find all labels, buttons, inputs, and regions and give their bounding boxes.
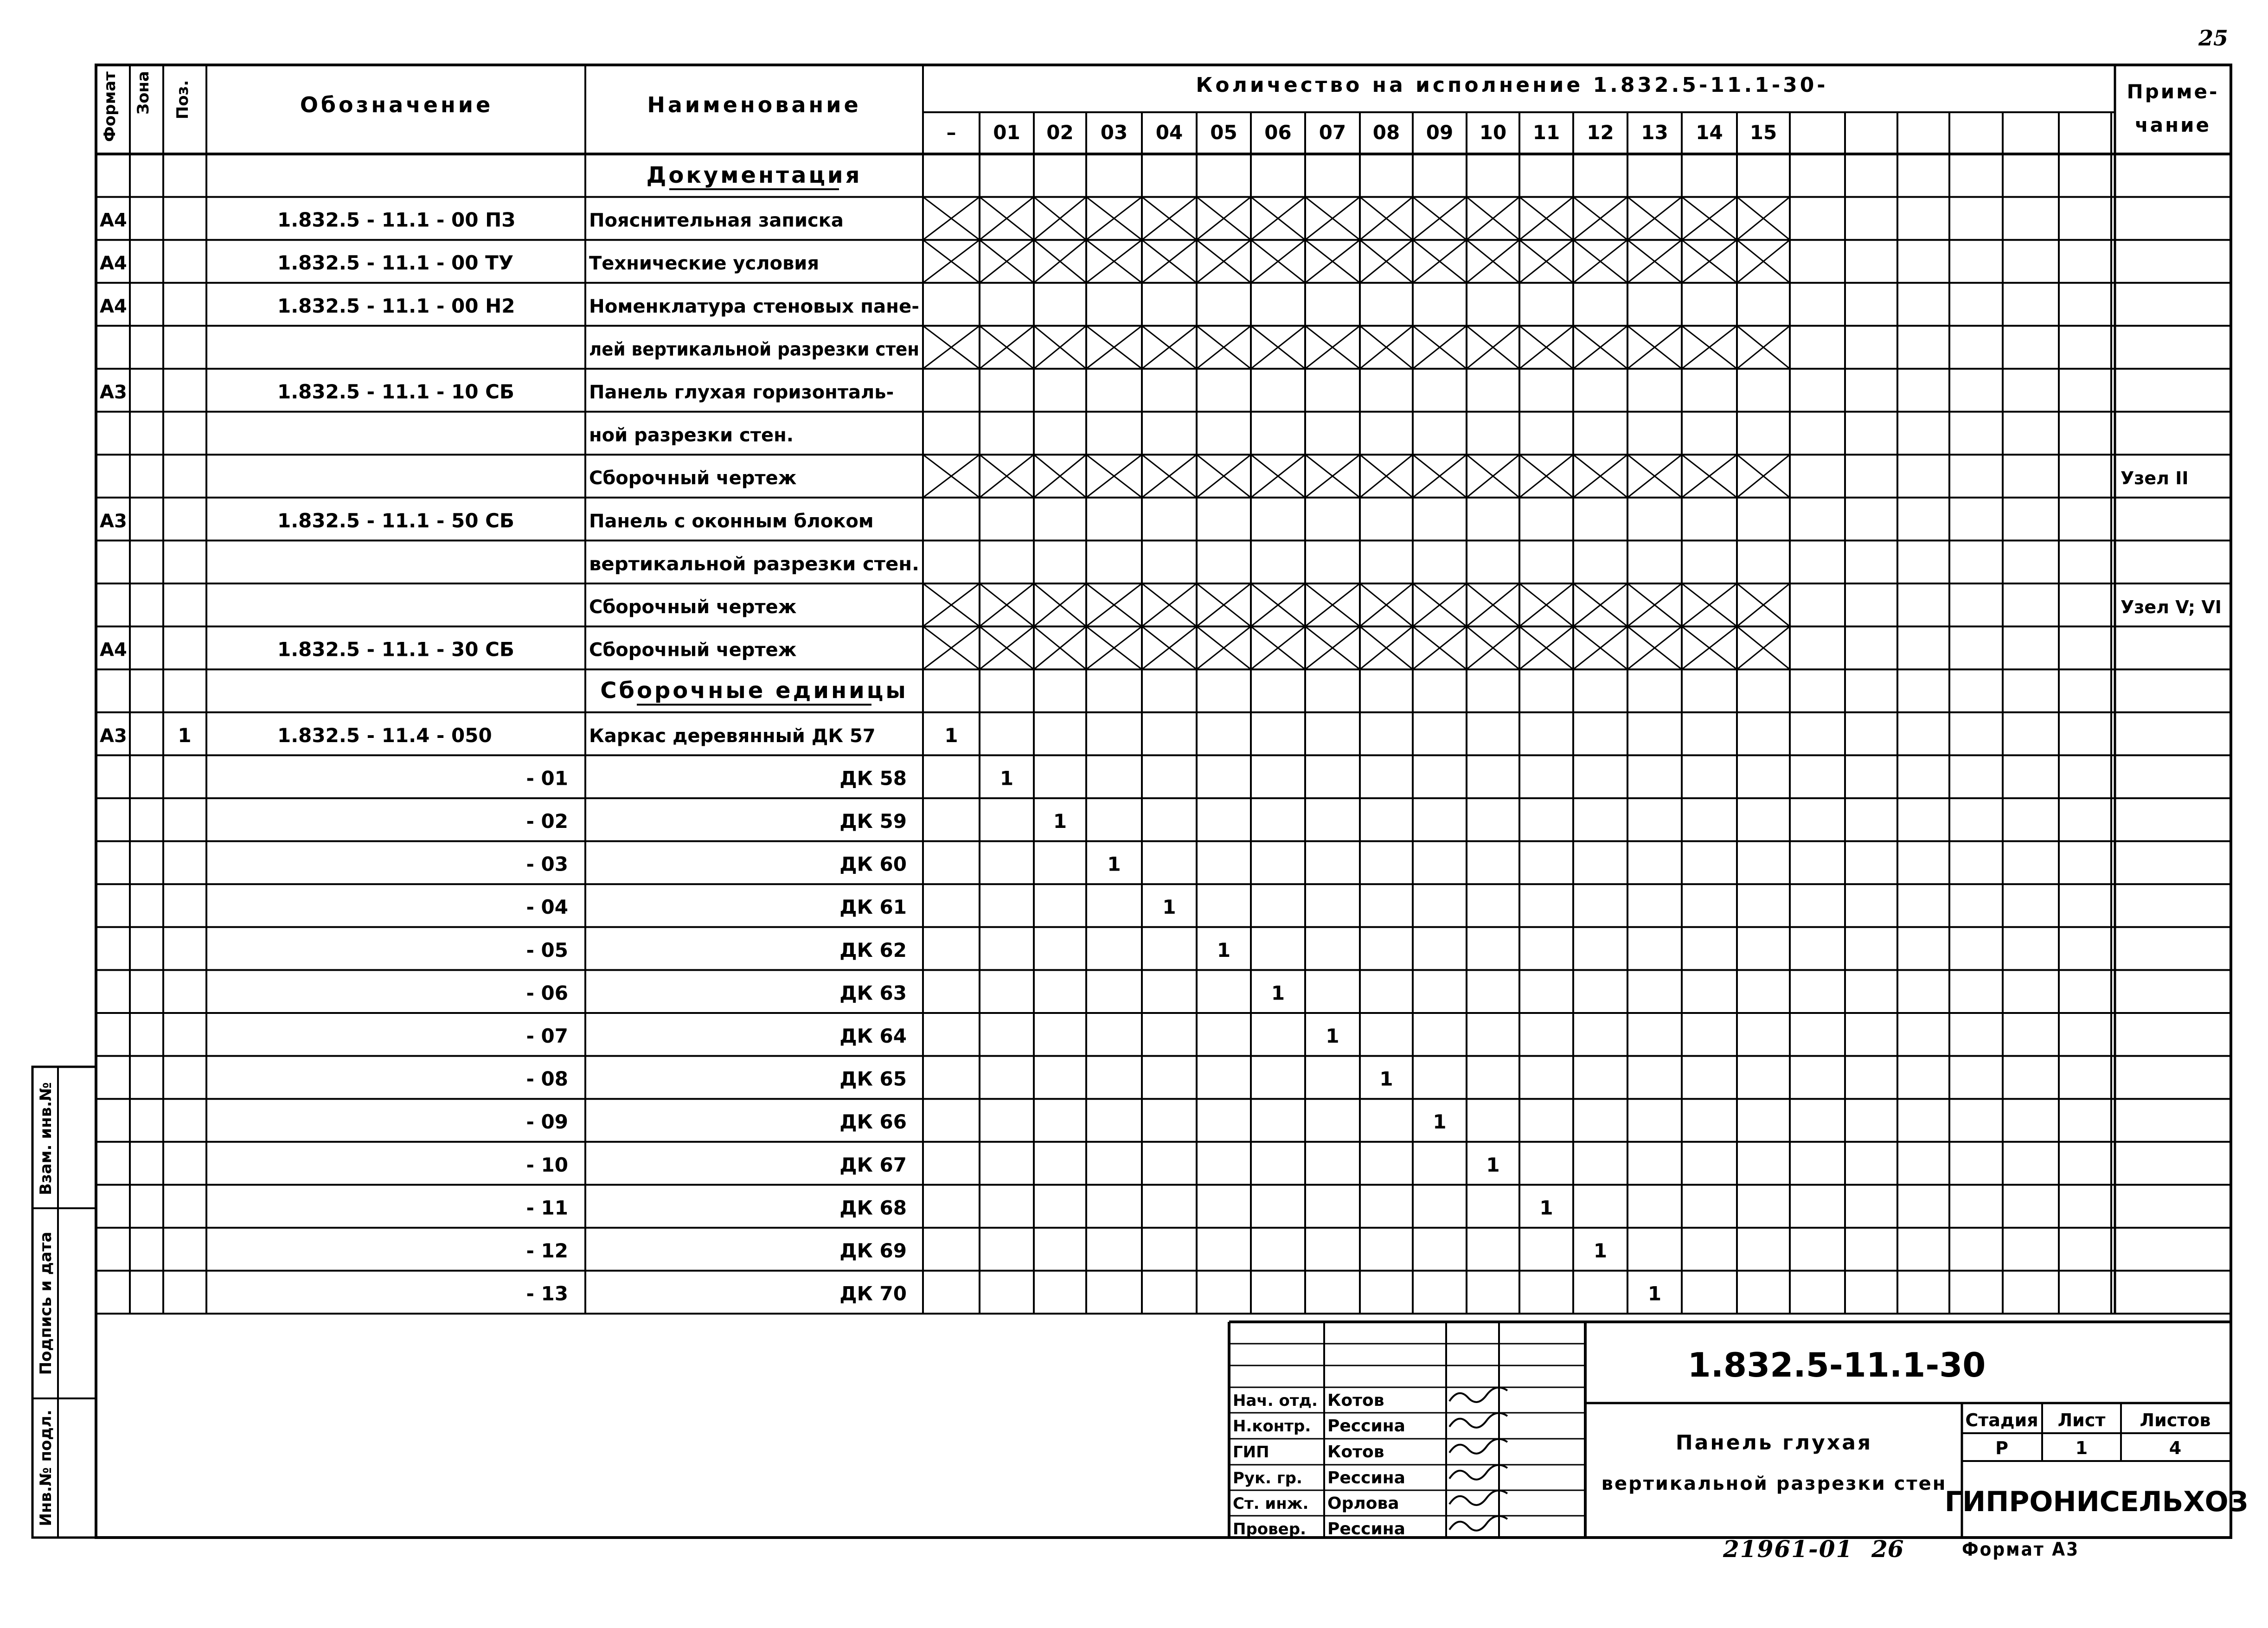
row-note: Узел II (2121, 468, 2189, 489)
header-variant-0: – (946, 121, 956, 144)
quantity-value: 1 (1326, 1025, 1339, 1047)
row-name: ДК 63 (839, 981, 907, 1005)
quantity-value: 1 (1593, 1239, 1608, 1262)
signature-name: Котов (1327, 1391, 1384, 1410)
row-designation: - 05 (526, 938, 568, 961)
header-variant-13: 13 (1641, 121, 1668, 144)
signature-name: Рессина (1327, 1468, 1405, 1487)
row-designation: 1.832.5 - 11.1 - 50 СБ (277, 509, 514, 532)
row-name: ДК 65 (839, 1067, 907, 1090)
quantity-value: 1 (1217, 938, 1231, 961)
page-number: 25 (2198, 26, 2229, 51)
header-variant-2: 02 (1046, 121, 1074, 144)
header-variant-12: 12 (1587, 121, 1614, 144)
row-name: вертикальной разрезки стен. (589, 553, 919, 575)
side-stamp-signature-date: Подпись и дата (37, 1231, 55, 1375)
side-stamp-inv-replaced: Взам. инв.№ (37, 1082, 55, 1195)
row-name: ДК 62 (839, 938, 907, 961)
row-name: ДК 60 (839, 852, 907, 876)
document-number: 1.832.5-11.1-30 (1687, 1346, 1986, 1384)
row-pos: 1 (178, 724, 192, 747)
frame-border (96, 65, 2231, 1538)
row-name: Пояснительная записка (589, 210, 844, 231)
row-designation: - 13 (526, 1282, 568, 1305)
row-format: А4 (100, 295, 127, 317)
row-name: ДК 61 (839, 896, 907, 919)
row-name: Номенклатура стеновых пане- (589, 295, 919, 317)
header-variant-3: 03 (1100, 121, 1128, 144)
signature-name: Рессина (1327, 1416, 1405, 1436)
section-heading: Документация (646, 162, 862, 188)
row-designation: 1.832.5 - 11.1 - 00 Н2 (277, 294, 515, 317)
row-name: ДК 64 (839, 1025, 907, 1047)
row-name: ДК 58 (839, 767, 907, 790)
side-stamp-inv-original: Инв.№ подл. (37, 1410, 55, 1526)
signature-name: Рессина (1327, 1519, 1405, 1538)
row-name: ДК 68 (839, 1196, 907, 1219)
sheet-label: Лист (2057, 1410, 2106, 1430)
header-designation: Обозначение (300, 92, 493, 117)
signature-name: Котов (1327, 1442, 1384, 1461)
row-format: А3 (100, 725, 127, 747)
row-note: Узел V; VI (2121, 597, 2222, 617)
quantity-value: 1 (1647, 1282, 1662, 1305)
header-variant-11: 11 (1532, 121, 1560, 144)
header-variant-8: 08 (1372, 121, 1400, 144)
header-format: Формат (101, 71, 119, 142)
quantity-value: 1 (1486, 1153, 1500, 1176)
row-designation: - 09 (526, 1110, 568, 1134)
row-designation: - 06 (526, 981, 568, 1005)
header-quantity: Количество на исполнение 1.832.5-11.1-30- (1196, 73, 1828, 97)
row-designation: - 01 (526, 767, 568, 790)
header-variant-1: 01 (993, 121, 1020, 144)
row-designation: - 12 (526, 1239, 568, 1262)
header-variant-14: 14 (1696, 121, 1723, 144)
row-name: Сборочный чертеж (589, 596, 797, 618)
row-designation: - 02 (526, 810, 568, 833)
header-variant-15: 15 (1749, 121, 1777, 144)
row-designation: 1.832.5 - 11.1 - 10 СБ (277, 380, 514, 403)
quantity-value: 1 (1271, 981, 1285, 1005)
sheet-value: 1 (2075, 1438, 2088, 1458)
archive-sheet-number: 26 (1871, 1535, 1904, 1563)
quantity-value: 1 (1379, 1067, 1393, 1090)
row-format: А4 (100, 253, 127, 275)
row-name: ДК 66 (839, 1110, 907, 1134)
header-note-line1: Приме- (2127, 80, 2219, 103)
header-variant-5: 05 (1210, 121, 1237, 144)
row-designation: - 04 (526, 896, 568, 919)
row-name: Каркас деревянный ДК 57 (589, 725, 876, 747)
quantity-value: 1 (1539, 1196, 1553, 1219)
header-variant-7: 07 (1319, 121, 1346, 144)
sheets-label: Листов (2140, 1410, 2211, 1430)
format-label: Формат А3 (1962, 1539, 2080, 1560)
row-designation: 1.832.5 - 11.1 - 30 СБ (277, 638, 514, 661)
title-line1: Панель глухая (1675, 1431, 1873, 1455)
row-designation: 1.832.5 - 11.4 - 050 (277, 724, 492, 747)
row-designation: - 08 (526, 1067, 568, 1090)
stage-label: Стадия (1965, 1410, 2038, 1430)
stage-value: Р (1995, 1438, 2008, 1458)
row-name: Технические условия (589, 253, 819, 275)
organization-name: ГИПРОНИСЕЛЬХОЗ (1944, 1486, 2249, 1518)
header-name: Наименование (647, 92, 861, 117)
row-name: Сборочный чертеж (589, 639, 797, 661)
row-name: лей вертикальной разрезки стен (589, 339, 919, 360)
row-name: ДК 69 (839, 1239, 907, 1262)
header-variant-9: 09 (1426, 121, 1454, 144)
signature-role: Ст. инж. (1233, 1494, 1309, 1513)
header-variant-6: 06 (1264, 121, 1292, 144)
signature-role: Нач. отд. (1233, 1391, 1318, 1410)
row-designation: - 11 (526, 1196, 568, 1219)
header-variant-4: 04 (1155, 121, 1183, 144)
title-line2: вертикальной разрезки стен (1601, 1473, 1947, 1494)
row-format: А4 (100, 639, 127, 661)
archive-number: 21961-01 (1723, 1535, 1853, 1563)
row-designation: - 10 (526, 1153, 568, 1176)
row-name: Панель с оконным блоком (589, 510, 874, 532)
quantity-value: 1 (1162, 896, 1176, 919)
quantity-value: 1 (999, 767, 1014, 790)
signature-role: Рук. гр. (1233, 1469, 1302, 1487)
row-name: ДК 59 (839, 810, 907, 833)
row-format: А3 (100, 382, 127, 403)
row-name: ДК 67 (839, 1153, 907, 1176)
signature-name: Орлова (1327, 1494, 1399, 1513)
row-designation: 1.832.5 - 11.1 - 00 ПЗ (277, 208, 516, 231)
row-name: ной разрезки стен. (589, 424, 794, 446)
section-heading: Сборочные единицы (600, 678, 908, 704)
quantity-value: 1 (1053, 810, 1067, 833)
header-zone: Зона (134, 71, 153, 115)
sheets-value: 4 (2169, 1438, 2182, 1458)
row-format: А4 (100, 210, 127, 231)
row-designation: - 03 (526, 852, 568, 876)
row-format: А3 (100, 510, 127, 532)
header-note-line2: чание (2134, 114, 2211, 136)
signature-role: Провер. (1233, 1520, 1306, 1538)
quantity-value: 1 (1107, 852, 1121, 876)
row-name: Сборочный чертеж (589, 468, 797, 489)
quantity-value: 1 (1433, 1110, 1447, 1134)
quantity-value: 1 (944, 724, 958, 747)
header-pos: Поз. (173, 80, 192, 120)
row-designation: 1.832.5 - 11.1 - 00 ТУ (277, 251, 514, 275)
header-variant-10: 10 (1479, 121, 1507, 144)
row-name: ДК 70 (839, 1282, 907, 1305)
signature-role: ГИП (1233, 1443, 1269, 1461)
signature-role: Н.контр. (1233, 1417, 1311, 1436)
row-designation: - 07 (526, 1025, 568, 1047)
row-name: Панель глухая горизонталь- (589, 382, 894, 403)
